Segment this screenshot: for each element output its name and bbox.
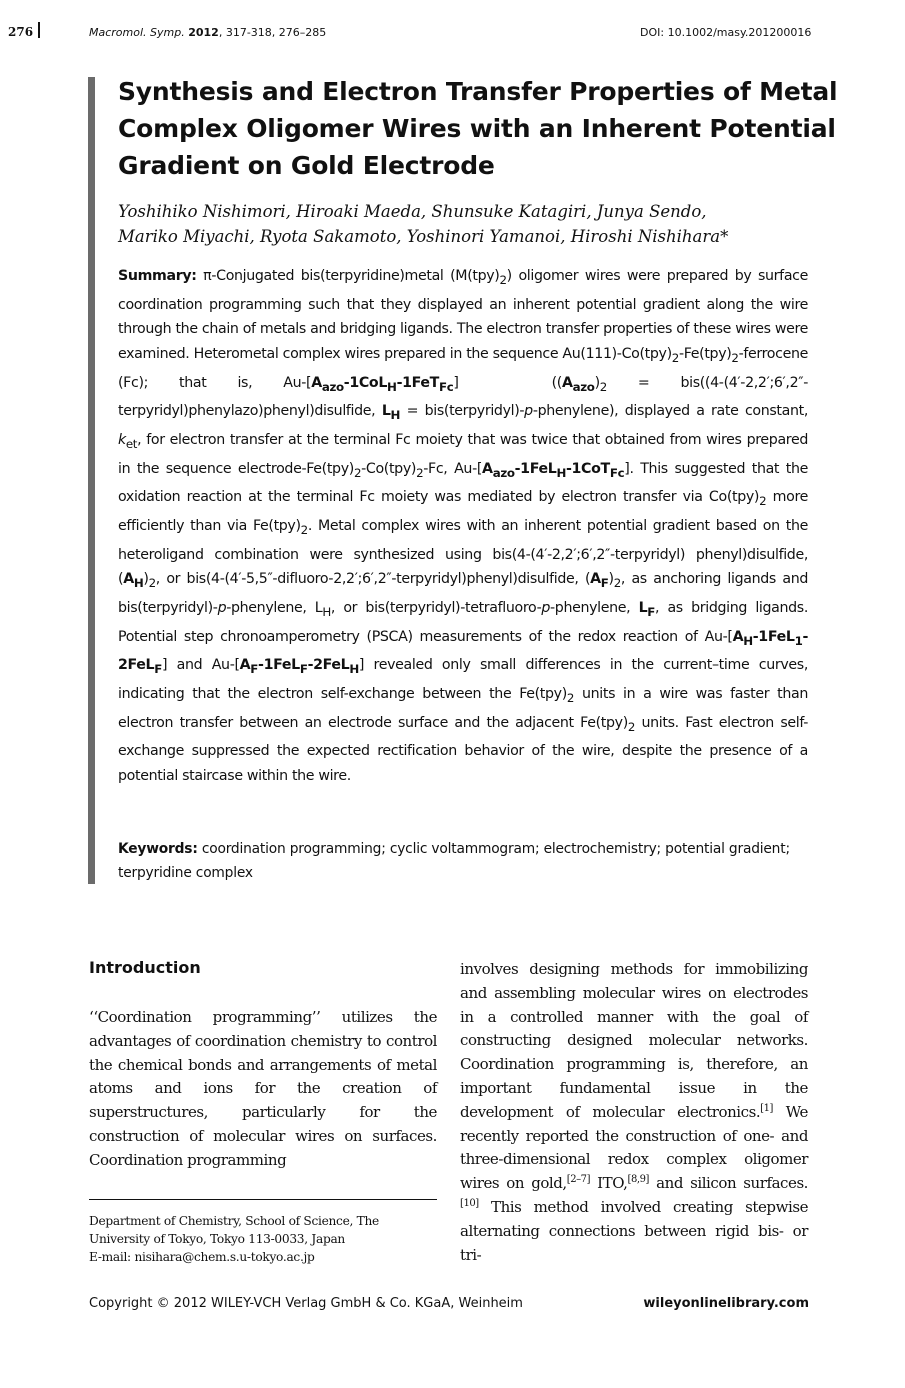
affiliation: Department of Chemistry, School of Science, The University of Tokyo, Tokyo 113-0033, Japan (89, 1214, 379, 1246)
keywords-label: Keywords: (118, 841, 198, 857)
article-title: Synthesis and Electron Transfer Properties of Metal Complex Oligomer Wires with an Inherent Potential Gradient on Gold Electrode (118, 77, 838, 180)
summary-label: Summary: (118, 268, 197, 284)
intro-paragraph-left: ‘‘Coordination programming’’ utilizes the advantages of coordination chemistry to control the chemical bonds and arrangements of metal atoms and ions for the creation of superstructures, particularly for the construction of molecular wires on surfaces. Coordination programming (89, 1008, 437, 1169)
intro-paragraph-right: involves designing methods for immobilizing and assembling molecular wires on electrodes in a controlled manner with the goal of constructing designed molecular networks. Coordination programming is, therefore, an important fundamental issue in the development of molecular electronics.[1] We recently reported the construction of one- and three-dimensional redox complex oligomer wires on gold,[2–7] ITO,[8,9] and silicon surfaces.[10] This method involved creating stepwise alternating connections between rigid bis- or tri- (460, 960, 809, 1264)
page-number: 276 (8, 25, 34, 39)
footnote-rule (89, 1199, 437, 1200)
affiliation-footnote (89, 1212, 439, 1266)
authors-line-1: Yoshihiko Nishimori, Hiroaki Maeda, Shunsuke Katagiri, Junya Sendo, (118, 202, 707, 221)
header-divider (38, 22, 40, 38)
publisher-site: wileyonlinelibrary.com (643, 1296, 809, 1311)
copyright-notice: Copyright © 2012 WILEY-VCH Verlag GmbH & Co. KGaA, Weinheim (89, 1296, 523, 1311)
keywords (118, 837, 808, 885)
summary: Summary: π-Conjugated bis(terpyridine)metal $(M(tpy)_2)$ oligomer wires were prepared by surface coordination programming such that they displayed an inherent potential gradient along the wire through the chain of metals and bridging ligands. The electron transfer properties of these wires were examined. Heterometal complex wires prepared in the sequence $Au(111)-Co(tpy)_2-Fe(tpy)_2$-ferrocene (Fc); that is, $Au-[A_{azo}-1CoL_H-1FeT_{Fc}] ((A_{azo})_2$ = bis((4-(4′-2,2′;6′,2″-terpyridyl)phenylazo)phenyl)disulfide, $L_H$ = bis(terpyridyl)-p-phenylene), displayed a rate constant, $k_{et}$, for electron transfer at the terminal Fc moiety that was twice that obtained from wires prepared in the sequence electrode-$Fe(tpy)_2-Co(tpy)_2-Fc$, $Au-[A_{azo}-1FeL_H-1CoT_{Fc}]$. This suggested that the oxidation reaction at the terminal Fc moiety was mediated by electron transfer via $Co(tpy)_2$ more efficiently than via $Fe(tpy)_2$. Metal complex wires with an inherent potential gradient based on the heteroligand combination were synthesized using bis(4-(4′-2,2′;6′,2″-terpyridyl) phenyl)disulfide, $(A_H)_2$, or bis(4-(4′-5,5″-difluoro-2,2′;6′,2″-terpyridyl)phenyl)disulfide, $(A_F)_2$, as anchoring ligands and bis(terpyridyl)-p-phenylene, $L_H$, or bis(terpyridyl)-tetrafluoro-p-phenylene, $L_F$, as bridging ligands. Potential step chronoamperometry (PSCA) measurements of the redox reaction of $Au-[A_H-1FeL_1-2FeL_F]$ and $Au-[A_F-1FeL_F-2FeL_H]$ revealed only small differences in the current–time curves, indicating that the electron self-exchange between the $Fe(tpy)_2$ units in a wire was faster than electron transfer between an electrode surface and the adjacent $Fe(tpy)_2$ units. Fast electron self-exchange suppressed the expected rectification behavior of the wire, despite the presence of a potential staircase within the wire. (118, 268, 809, 784)
journal-citation: Macromol. Symp. 2012, 317-318, 276–285 (89, 26, 327, 39)
contact-email: E-mail: nisihara@chem.s.u-tokyo.ac.jp (89, 1250, 315, 1264)
authors-line-2: Mariko Miyachi, Ryota Sakamoto, Yoshinori Yamanoi, Hiroshi Nishihara* (118, 227, 729, 246)
author-list (118, 199, 818, 249)
section-heading-introduction: Introduction (89, 958, 201, 977)
keywords-text: coordination programming; cyclic voltammogram; electrochemistry; potential gradient; terpyridine complex (118, 841, 790, 881)
doi: DOI: 10.1002/masy.201200016 (640, 26, 812, 39)
abstract-side-bar (88, 77, 95, 884)
